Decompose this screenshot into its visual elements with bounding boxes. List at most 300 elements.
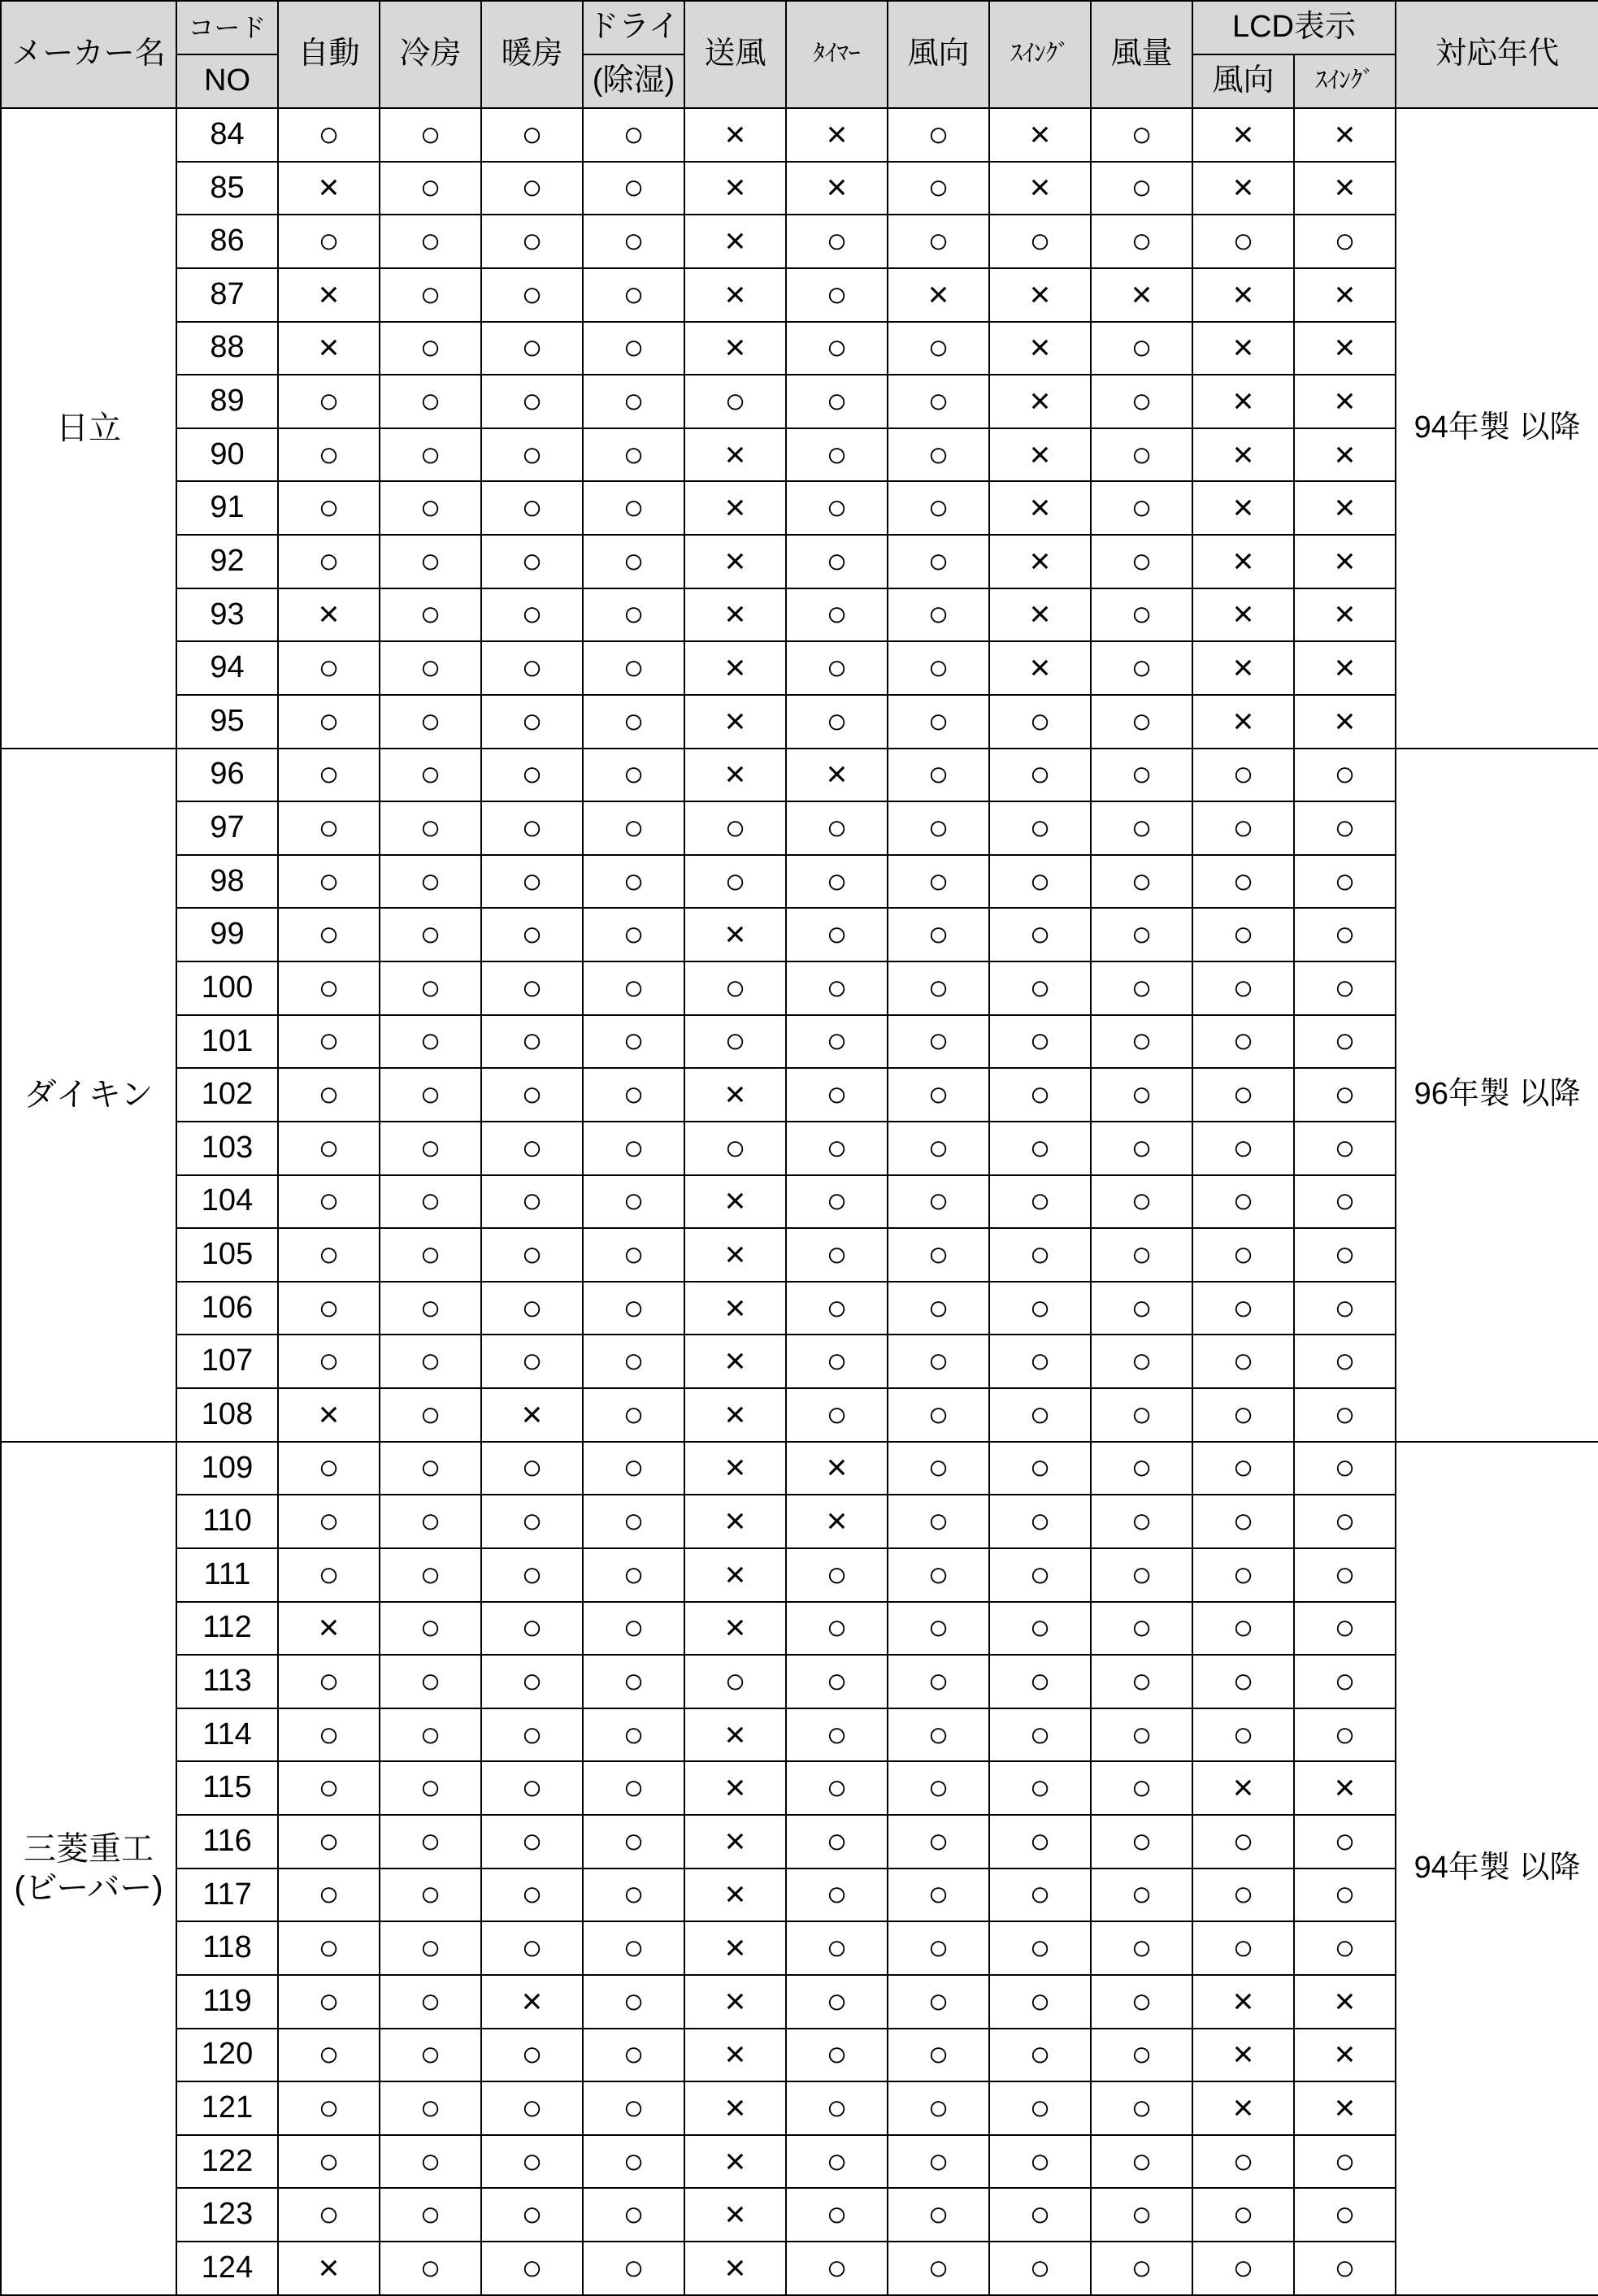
code-number: 90 [176, 428, 278, 482]
support-mark-fan: × [684, 2081, 786, 2135]
support-mark-cool: ○ [380, 1655, 481, 1708]
support-mark-direction: ○ [888, 1495, 989, 1548]
table-row [1, 749, 1598, 802]
support-mark-lcd-direction: × [1192, 695, 1294, 749]
support-mark-direction: ○ [888, 1548, 989, 1602]
support-mark-lcd-direction: × [1192, 1975, 1294, 2029]
support-mark-direction: ○ [888, 162, 989, 215]
header-lcd: LCD表示 [1192, 1, 1396, 54]
support-mark-volume: ○ [1091, 1335, 1192, 1388]
support-mark-cool: ○ [380, 1335, 481, 1388]
support-mark-fan: ○ [684, 1655, 786, 1708]
support-mark-lcd-direction: ○ [1192, 1175, 1294, 1229]
code-number: 114 [176, 1708, 278, 1762]
support-mark-timer: ○ [786, 2188, 888, 2242]
support-mark-timer: × [786, 108, 888, 162]
support-mark-volume: ○ [1091, 2029, 1192, 2082]
support-mark-volume: ○ [1091, 1975, 1192, 2029]
support-mark-auto: ○ [278, 801, 380, 855]
support-mark-swing: ○ [989, 1282, 1091, 1335]
support-mark-swing: ○ [989, 1015, 1091, 1069]
support-mark-lcd-direction: ○ [1192, 1495, 1294, 1548]
table-row [1, 215, 1598, 268]
code-number: 116 [176, 1815, 278, 1868]
code-number: 112 [176, 1602, 278, 1656]
support-mark-timer: ○ [786, 1602, 888, 1656]
support-mark-dry: ○ [583, 1122, 684, 1175]
support-mark-heat: ○ [481, 1815, 583, 1868]
support-mark-fan: × [684, 1708, 786, 1762]
support-mark-auto: ○ [278, 1921, 380, 1975]
support-mark-heat: ○ [481, 1708, 583, 1762]
support-mark-fan: × [684, 1228, 786, 1282]
header-heat: 暖房 [481, 1, 583, 108]
support-mark-direction: ○ [888, 322, 989, 375]
support-mark-dry: ○ [583, 1815, 684, 1868]
support-mark-cool: ○ [380, 428, 481, 482]
support-mark-heat: ○ [481, 908, 583, 961]
support-mark-lcd-direction: ○ [1192, 908, 1294, 961]
support-mark-auto: ○ [278, 1655, 380, 1708]
support-mark-auto: ○ [278, 908, 380, 961]
support-mark-auto: ○ [278, 1335, 380, 1388]
support-mark-fan: × [684, 641, 786, 695]
support-mark-heat: × [481, 1388, 583, 1442]
support-mark-cool: ○ [380, 268, 481, 322]
code-number: 95 [176, 695, 278, 749]
support-mark-auto: × [278, 1602, 380, 1656]
support-mark-dry: ○ [583, 322, 684, 375]
support-mark-heat: ○ [481, 2135, 583, 2189]
support-mark-lcd-swing: ○ [1294, 1548, 1396, 1602]
support-mark-timer: ○ [786, 535, 888, 588]
support-mark-lcd-direction: × [1192, 2081, 1294, 2135]
support-mark-heat: ○ [481, 1442, 583, 1495]
support-mark-dry: ○ [583, 749, 684, 802]
support-mark-fan: ○ [684, 801, 786, 855]
code-number: 108 [176, 1388, 278, 1442]
support-mark-auto: ○ [278, 2029, 380, 2082]
support-mark-swing: ○ [989, 1868, 1091, 1922]
support-mark-volume: ○ [1091, 1388, 1192, 1442]
support-mark-dry: ○ [583, 641, 684, 695]
support-mark-heat: ○ [481, 1548, 583, 1602]
code-number: 107 [176, 1335, 278, 1388]
support-mark-lcd-swing: ○ [1294, 1068, 1396, 1122]
support-mark-auto: ○ [278, 1708, 380, 1762]
support-mark-volume: ○ [1091, 1815, 1192, 1868]
support-mark-heat: ○ [481, 1175, 583, 1229]
maker-name: ダイキン [1, 749, 176, 1442]
support-mark-fan: × [684, 1282, 786, 1335]
table-row [1, 961, 1598, 1015]
table-row [1, 162, 1598, 215]
support-mark-cool: ○ [380, 1068, 481, 1122]
support-mark-lcd-swing: × [1294, 588, 1396, 642]
support-mark-volume: ○ [1091, 641, 1192, 695]
support-mark-dry: ○ [583, 1495, 684, 1548]
support-mark-dry: ○ [583, 588, 684, 642]
support-mark-heat: ○ [481, 2242, 583, 2295]
code-number: 89 [176, 375, 278, 428]
support-mark-lcd-swing: × [1294, 322, 1396, 375]
support-mark-fan: × [684, 2135, 786, 2189]
support-mark-auto: ○ [278, 1868, 380, 1922]
table-row [1, 1442, 1598, 1495]
support-mark-volume: ○ [1091, 1442, 1192, 1495]
support-mark-timer: ○ [786, 215, 888, 268]
table-row [1, 268, 1598, 322]
support-mark-swing: × [989, 535, 1091, 588]
support-mark-timer: ○ [786, 961, 888, 1015]
support-mark-swing: × [989, 322, 1091, 375]
support-mark-cool: ○ [380, 2135, 481, 2189]
support-mark-timer: ○ [786, 1388, 888, 1442]
support-mark-lcd-swing: ○ [1294, 1335, 1396, 1388]
support-mark-heat: ○ [481, 961, 583, 1015]
support-mark-fan: × [684, 1815, 786, 1868]
code-number: 110 [176, 1495, 278, 1548]
support-mark-dry: ○ [583, 1761, 684, 1815]
support-mark-lcd-direction: ○ [1192, 1122, 1294, 1175]
support-mark-lcd-direction: × [1192, 268, 1294, 322]
support-mark-heat: ○ [481, 641, 583, 695]
support-mark-lcd-direction: ○ [1192, 1602, 1294, 1656]
table-row [1, 2029, 1598, 2082]
support-mark-direction: ○ [888, 2081, 989, 2135]
support-mark-swing: ○ [989, 908, 1091, 961]
support-mark-direction: ○ [888, 1602, 989, 1656]
support-mark-heat: × [481, 1975, 583, 2029]
support-mark-dry: ○ [583, 2242, 684, 2295]
support-mark-cool: ○ [380, 162, 481, 215]
support-mark-cool: ○ [380, 1282, 481, 1335]
support-mark-swing: ○ [989, 1228, 1091, 1282]
support-mark-direction: ○ [888, 1868, 989, 1922]
support-mark-swing: ○ [989, 1975, 1091, 2029]
support-mark-lcd-direction: ○ [1192, 1228, 1294, 1282]
table-body [1, 108, 1598, 2295]
support-mark-lcd-direction: ○ [1192, 2242, 1294, 2295]
table-row [1, 2242, 1598, 2295]
table-row [1, 588, 1598, 642]
support-mark-swing: ○ [989, 1921, 1091, 1975]
support-mark-volume: ○ [1091, 1868, 1192, 1922]
support-mark-volume: ○ [1091, 2135, 1192, 2189]
support-mark-fan: × [684, 268, 786, 322]
support-mark-auto: × [278, 2242, 380, 2295]
support-mark-cool: ○ [380, 215, 481, 268]
header-code-top: コード [176, 1, 278, 54]
support-mark-fan: × [684, 695, 786, 749]
support-mark-direction: ○ [888, 1282, 989, 1335]
support-mark-direction: ○ [888, 1761, 989, 1815]
support-mark-timer: ○ [786, 1122, 888, 1175]
support-mark-lcd-swing: ○ [1294, 1655, 1396, 1708]
table-row [1, 1975, 1598, 2029]
support-mark-dry: ○ [583, 428, 684, 482]
support-mark-timer: ○ [786, 1655, 888, 1708]
support-mark-volume: ○ [1091, 2188, 1192, 2242]
support-mark-lcd-swing: × [1294, 535, 1396, 588]
header-auto: 自動 [278, 1, 380, 108]
support-mark-fan: × [684, 1975, 786, 2029]
support-mark-fan: × [684, 162, 786, 215]
support-mark-heat: ○ [481, 1761, 583, 1815]
support-mark-timer: ○ [786, 2242, 888, 2295]
support-mark-timer: ○ [786, 1175, 888, 1229]
support-mark-direction: ○ [888, 2029, 989, 2082]
support-mark-direction: ○ [888, 1655, 989, 1708]
support-mark-auto: ○ [278, 535, 380, 588]
support-mark-heat: ○ [481, 1602, 583, 1656]
support-mark-cool: ○ [380, 1122, 481, 1175]
table-row [1, 1068, 1598, 1122]
support-mark-cool: ○ [380, 1602, 481, 1656]
header-direction: 風向 [888, 1, 989, 108]
support-mark-lcd-swing: ○ [1294, 2242, 1396, 2295]
support-mark-dry: ○ [583, 801, 684, 855]
support-mark-timer: ○ [786, 1761, 888, 1815]
support-mark-heat: ○ [481, 268, 583, 322]
support-mark-swing: ○ [989, 2029, 1091, 2082]
support-mark-volume: ○ [1091, 322, 1192, 375]
support-mark-lcd-direction: × [1192, 428, 1294, 482]
support-mark-lcd-direction: ○ [1192, 1548, 1294, 1602]
code-number: 86 [176, 215, 278, 268]
support-mark-swing: × [989, 641, 1091, 695]
support-mark-auto: ○ [278, 1761, 380, 1815]
support-mark-dry: ○ [583, 1975, 684, 2029]
support-mark-auto: × [278, 162, 380, 215]
code-number: 122 [176, 2135, 278, 2189]
support-mark-timer: ○ [786, 1708, 888, 1762]
support-mark-lcd-direction: ○ [1192, 1068, 1294, 1122]
code-number: 93 [176, 588, 278, 642]
table-row [1, 641, 1598, 695]
support-mark-cool: ○ [380, 1868, 481, 1922]
support-mark-swing: ○ [989, 1175, 1091, 1229]
support-mark-lcd-swing: ○ [1294, 1495, 1396, 1548]
support-mark-swing: ○ [989, 695, 1091, 749]
support-mark-auto: ○ [278, 749, 380, 802]
support-mark-cool: ○ [380, 1708, 481, 1762]
support-mark-lcd-direction: ○ [1192, 1442, 1294, 1495]
support-mark-auto: ○ [278, 108, 380, 162]
support-mark-auto: ○ [278, 1068, 380, 1122]
support-mark-timer: ○ [786, 1975, 888, 2029]
support-mark-lcd-swing: × [1294, 641, 1396, 695]
support-mark-auto: ○ [278, 1175, 380, 1229]
support-mark-swing: ○ [989, 1388, 1091, 1442]
support-mark-lcd-swing: ○ [1294, 1442, 1396, 1495]
support-mark-dry: ○ [583, 1068, 684, 1122]
support-mark-heat: ○ [481, 481, 583, 535]
support-mark-direction: ○ [888, 2188, 989, 2242]
support-mark-auto: ○ [278, 375, 380, 428]
code-number: 97 [176, 801, 278, 855]
support-mark-cool: ○ [380, 588, 481, 642]
table-row [1, 322, 1598, 375]
support-mark-direction: ○ [888, 1122, 989, 1175]
support-mark-swing: ○ [989, 961, 1091, 1015]
support-mark-swing: × [989, 428, 1091, 482]
code-number: 94 [176, 641, 278, 695]
header-fan: 送風 [684, 1, 786, 108]
support-mark-swing: ○ [989, 1068, 1091, 1122]
support-mark-fan: × [684, 2242, 786, 2295]
support-mark-fan: ○ [684, 855, 786, 909]
support-mark-auto: × [278, 268, 380, 322]
support-mark-heat: ○ [481, 108, 583, 162]
support-mark-fan: × [684, 1921, 786, 1975]
support-mark-lcd-swing: × [1294, 695, 1396, 749]
support-mark-fan: × [684, 535, 786, 588]
support-mark-cool: ○ [380, 855, 481, 909]
header-timer: ﾀｲﾏｰ [786, 1, 888, 108]
support-mark-heat: ○ [481, 375, 583, 428]
support-mark-heat: ○ [481, 428, 583, 482]
support-mark-lcd-swing: ○ [1294, 1175, 1396, 1229]
supported-era: 94年製 以降 [1396, 1442, 1598, 2295]
support-mark-volume: ○ [1091, 1602, 1192, 1656]
support-mark-cool: ○ [380, 801, 481, 855]
support-mark-volume: ○ [1091, 801, 1192, 855]
support-mark-swing: ○ [989, 2135, 1091, 2189]
support-mark-cool: ○ [380, 1548, 481, 1602]
support-mark-swing: ○ [989, 215, 1091, 268]
table-row [1, 695, 1598, 749]
support-mark-fan: × [684, 428, 786, 482]
code-number: 96 [176, 749, 278, 802]
support-mark-volume: ○ [1091, 961, 1192, 1015]
support-mark-dry: ○ [583, 1708, 684, 1762]
support-mark-timer: ○ [786, 1921, 888, 1975]
code-number: 105 [176, 1228, 278, 1282]
support-mark-timer: ○ [786, 2135, 888, 2189]
support-mark-volume: ○ [1091, 855, 1192, 909]
code-number: 113 [176, 1655, 278, 1708]
support-mark-direction: ○ [888, 1175, 989, 1229]
support-mark-volume: ○ [1091, 162, 1192, 215]
support-mark-direction: ○ [888, 1015, 989, 1069]
code-number: 111 [176, 1548, 278, 1602]
support-mark-swing: ○ [989, 2188, 1091, 2242]
maker-name: 三菱重工 (ビーバー) [1, 1442, 176, 2295]
support-mark-fan: × [684, 749, 786, 802]
support-mark-heat: ○ [481, 588, 583, 642]
support-mark-timer: × [786, 1495, 888, 1548]
support-mark-heat: ○ [481, 1495, 583, 1548]
support-mark-fan: ○ [684, 375, 786, 428]
support-mark-heat: ○ [481, 1228, 583, 1282]
support-mark-heat: ○ [481, 801, 583, 855]
support-mark-direction: × [888, 268, 989, 322]
support-mark-timer: × [786, 1442, 888, 1495]
header-cool: 冷房 [380, 1, 481, 108]
support-mark-timer: ○ [786, 695, 888, 749]
support-mark-timer: ○ [786, 1335, 888, 1388]
header-swing: ｽｲﾝｸﾞ [989, 1, 1091, 108]
support-mark-heat: ○ [481, 1282, 583, 1335]
support-mark-lcd-direction: ○ [1192, 1708, 1294, 1762]
support-mark-timer: ○ [786, 641, 888, 695]
table-row [1, 2188, 1598, 2242]
support-mark-auto: ○ [278, 855, 380, 909]
support-mark-fan: × [684, 108, 786, 162]
support-mark-lcd-swing: ○ [1294, 1815, 1396, 1868]
support-mark-swing: × [989, 481, 1091, 535]
header-code-bottom: NO [176, 54, 278, 108]
support-mark-heat: ○ [481, 322, 583, 375]
support-mark-heat: ○ [481, 1068, 583, 1122]
support-mark-lcd-direction: × [1192, 641, 1294, 695]
support-mark-lcd-swing: ○ [1294, 1868, 1396, 1922]
table-row [1, 1921, 1598, 1975]
header-dry-bottom: (除湿) [583, 54, 684, 108]
support-mark-fan: × [684, 1761, 786, 1815]
support-mark-volume: ○ [1091, 908, 1192, 961]
support-mark-dry: ○ [583, 2081, 684, 2135]
code-number: 85 [176, 162, 278, 215]
support-mark-swing: × [989, 108, 1091, 162]
support-mark-dry: ○ [583, 1335, 684, 1388]
support-mark-heat: ○ [481, 2188, 583, 2242]
table-row [1, 1122, 1598, 1175]
support-mark-lcd-swing: × [1294, 1761, 1396, 1815]
support-mark-fan: × [684, 2029, 786, 2082]
code-number: 106 [176, 1282, 278, 1335]
support-mark-timer: ○ [786, 428, 888, 482]
code-number: 103 [176, 1122, 278, 1175]
support-mark-dry: ○ [583, 1548, 684, 1602]
header-maker: メーカー名 [1, 1, 176, 108]
table-row [1, 1548, 1598, 1602]
table-row [1, 1335, 1598, 1388]
code-number: 91 [176, 481, 278, 535]
table-row [1, 801, 1598, 855]
code-number: 118 [176, 1921, 278, 1975]
table-row [1, 1388, 1598, 1442]
support-mark-heat: ○ [481, 1868, 583, 1922]
support-mark-lcd-direction: ○ [1192, 855, 1294, 909]
support-mark-volume: ○ [1091, 535, 1192, 588]
support-mark-dry: ○ [583, 1442, 684, 1495]
support-mark-volume: ○ [1091, 375, 1192, 428]
support-mark-cool: ○ [380, 2188, 481, 2242]
support-mark-dry: ○ [583, 855, 684, 909]
support-mark-lcd-direction: ○ [1192, 1655, 1294, 1708]
support-mark-heat: ○ [481, 695, 583, 749]
support-mark-volume: ○ [1091, 695, 1192, 749]
support-mark-timer: × [786, 162, 888, 215]
code-number: 120 [176, 2029, 278, 2082]
support-mark-lcd-swing: ○ [1294, 855, 1396, 909]
support-mark-dry: ○ [583, 162, 684, 215]
support-mark-lcd-direction: × [1192, 375, 1294, 428]
support-mark-lcd-swing: × [1294, 162, 1396, 215]
support-mark-cool: ○ [380, 1495, 481, 1548]
support-mark-dry: ○ [583, 1228, 684, 1282]
support-mark-direction: ○ [888, 1975, 989, 2029]
support-mark-direction: ○ [888, 1708, 989, 1762]
table-row [1, 908, 1598, 961]
support-mark-swing: ○ [989, 1442, 1091, 1495]
table-row [1, 1655, 1598, 1708]
support-mark-dry: ○ [583, 481, 684, 535]
support-mark-dry: ○ [583, 375, 684, 428]
support-mark-lcd-direction: ○ [1192, 2135, 1294, 2189]
